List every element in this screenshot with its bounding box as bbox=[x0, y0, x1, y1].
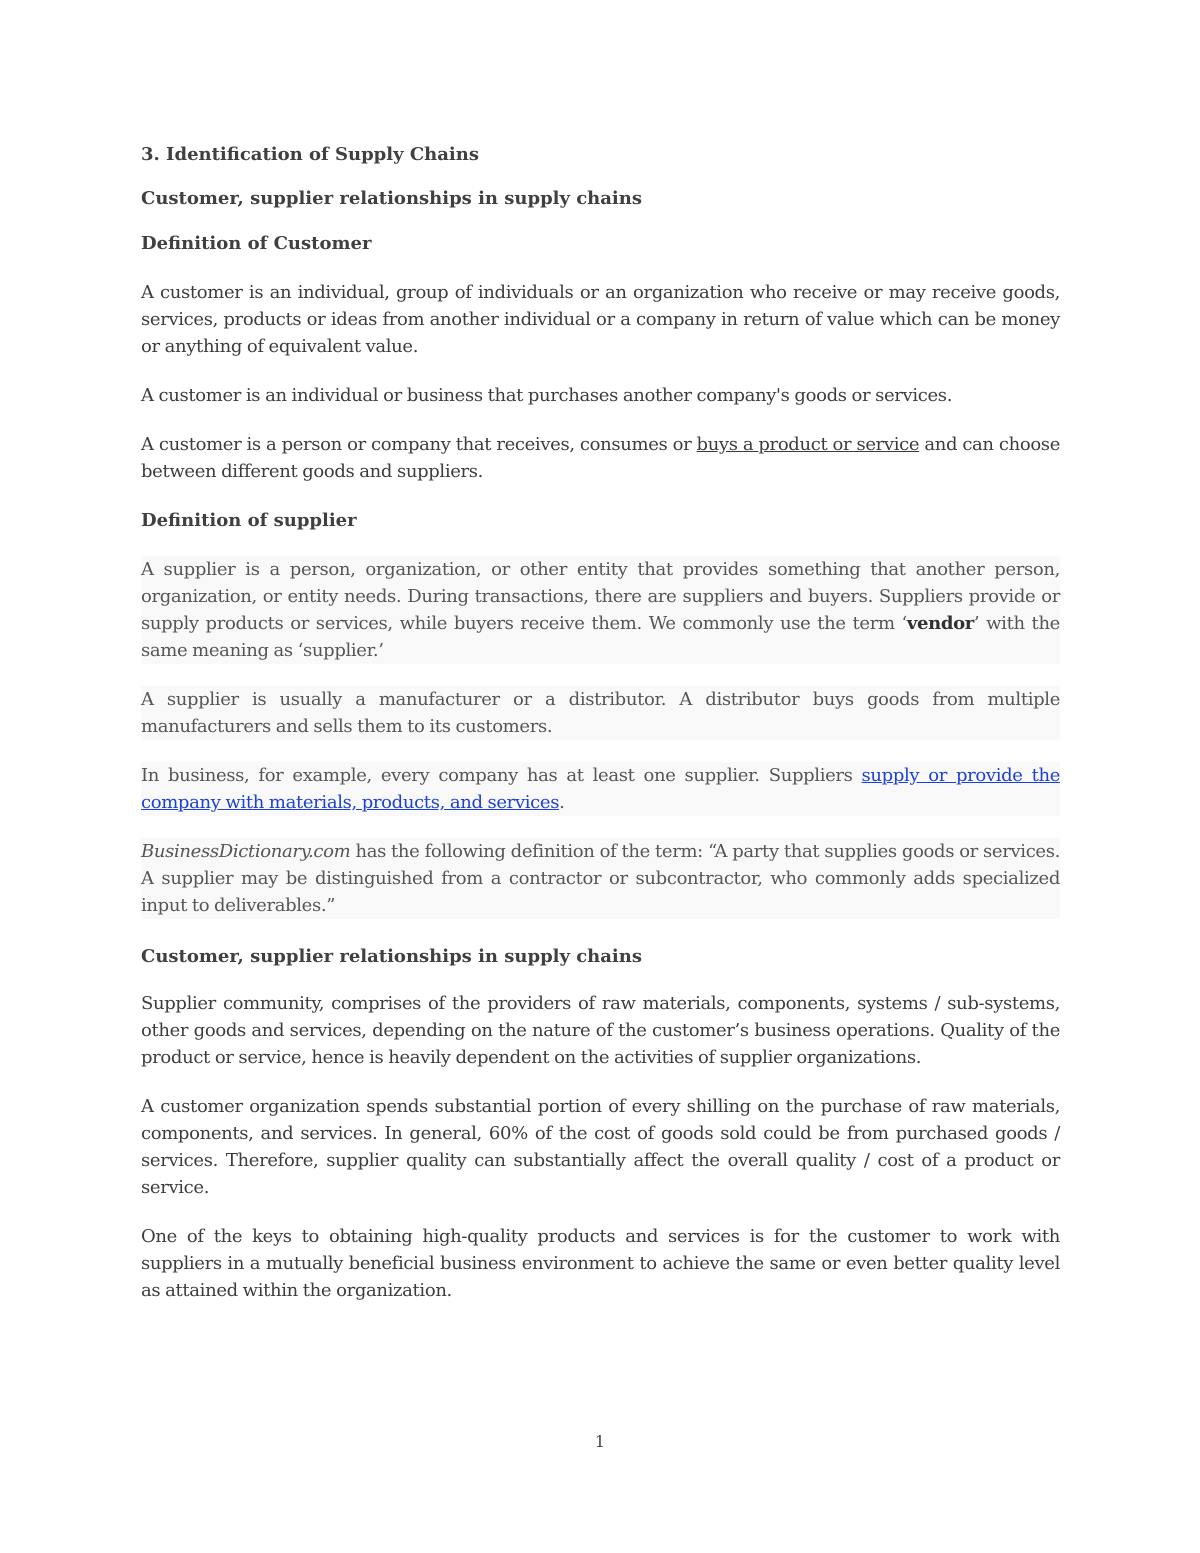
supplier-p1-text-after: ’ with the same meaning as ‘supplier.’ bbox=[141, 613, 1060, 661]
supplier-paragraph-4 bbox=[141, 838, 1060, 919]
customer-paragraph-3 bbox=[141, 431, 1060, 485]
vendor-term: vendor bbox=[906, 613, 974, 634]
customer-p3-text-before: A customer is a person or company that receives, consumes or bbox=[141, 434, 697, 455]
definition-of-customer-heading: Definition of Customer bbox=[141, 233, 372, 254]
page-number: 1 bbox=[594, 1432, 606, 1451]
supplier-p4-text: has the following definition of the term: “A party that supplies goods or services. A supplier may be distinguished from a contractor or subcontractor, who commonly adds specialized input to deliverables.” bbox=[141, 841, 1060, 916]
supplier-paragraph-2: A supplier is usually a manufacturer or a distributor. A distributor buys goods from multiple manufacturers and sells them to its customers. bbox=[141, 686, 1060, 740]
supplier-paragraph-3 bbox=[141, 762, 1060, 816]
subheading-customer-supplier-relationships: Customer, supplier relationships in supply chains bbox=[141, 188, 642, 209]
relationship-paragraph-3: One of the keys to obtaining high-quality products and services is for the customer to work with suppliers in a mutually beneficial business environment to achieve the same or even better quality level as attained within the organization. bbox=[141, 1226, 1060, 1301]
subheading-relationships-repeat: Customer, supplier relationships in supply chains bbox=[141, 946, 642, 967]
relationship-paragraph-1: Supplier community, comprises of the providers of raw materials, components, systems / sub-systems, other goods and services, depending on the nature of the customer’s business operations. Quality of the product or service, hence is heavily dependent on the activities of supplier organizations. bbox=[141, 993, 1060, 1068]
definition-of-supplier-heading: Definition of supplier bbox=[141, 510, 357, 531]
customer-paragraph-2: A customer is an individual or business that purchases another company's goods or services. bbox=[141, 385, 953, 406]
supplier-paragraph-1 bbox=[141, 556, 1060, 664]
supplier-p3-text-after: . bbox=[559, 792, 565, 813]
supplier-definition-link[interactable]: supply or provide the company with materials, products, and services bbox=[141, 765, 1060, 813]
relationship-paragraph-2: A customer organization spends substantial portion of every shilling on the purchase of raw materials, components, and services. In general, 60% of the cost of goods sold could be from purchased goods / services. Therefore, supplier quality can substantially affect the overall quality / cost of a product or service. bbox=[141, 1096, 1060, 1198]
customer-paragraph-1: A customer is an individual, group of individuals or an organization who receive or may receive goods, services, products or ideas from another individual or a company in return of value which can be money or anything of equivalent value. bbox=[141, 282, 1060, 357]
page-content bbox=[141, 141, 1060, 1304]
supplier-p3-text-before: In business, for example, every company has at least one supplier. Suppliers bbox=[141, 765, 862, 786]
section-title: 3. Identification of Supply Chains bbox=[141, 144, 479, 165]
business-dictionary-source: BusinessDictionary.com bbox=[141, 841, 351, 862]
customer-p3-underlined-text: buys a product or service bbox=[696, 434, 920, 455]
supplier-p1-text-before: A supplier is a person, organization, or other entity that provides something that another person, organization, or entity needs. During transactions, there are suppliers and buyers. Suppliers provide or supply products or services, while buyers receive them. We commonly use the term ‘ bbox=[141, 559, 1060, 634]
customer-p3-text-after: and can choose between different goods and suppliers. bbox=[141, 434, 1060, 482]
